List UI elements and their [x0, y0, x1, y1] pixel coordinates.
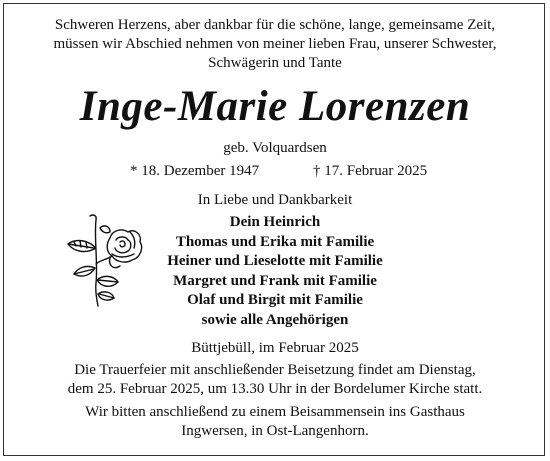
- deceased-name: Inge-Marie Lorenzen: [79, 83, 471, 130]
- birth-name: geb. Volquardsen: [223, 140, 327, 156]
- gathering-line: Ingwersen, in Ost-Langenhorn.: [181, 423, 369, 439]
- birth-date: * 18. Dezember 1947: [130, 163, 260, 179]
- intro-line: Schweren Herzens, aber dankbar für die schöne, lange, gemeinsame Zeit,: [54, 17, 496, 33]
- service-line: Die Trauerfeier mit anschließender Beisetzung findet am Dienstag,: [74, 362, 476, 378]
- family-member: Dein Heinrich: [229, 214, 321, 230]
- family-member: Margret und Frank mit Familie: [173, 272, 377, 289]
- service-info: [0, 361, 550, 399]
- family-list: [0, 213, 550, 331]
- intro-line: Schwägerin und Tante: [208, 55, 342, 71]
- service-line: dem 25. Februar 2025, um 13.30 Uhr in der Bordelumer Kirche statt.: [67, 381, 483, 397]
- gathering-line: Wir bitten anschließend zu einem Beisammensein ins Gasthaus: [85, 404, 465, 420]
- intro-text: [0, 16, 550, 73]
- gathering-info: [0, 403, 550, 441]
- family-member: sowie alle Angehörigen: [201, 311, 349, 328]
- place-date: Büttjebüll, im Februar 2025: [191, 340, 359, 356]
- family-member: Thomas und Erika mit Familie: [175, 233, 375, 250]
- death-date: † 17. Februar 2025: [313, 163, 428, 179]
- family-member: Heiner und Lieselotte mit Familie: [167, 253, 383, 270]
- family-member: Olaf und Birgit mit Familie: [187, 292, 363, 309]
- intro-line: müssen wir Abschied nehmen von meiner lieben Frau, unserer Schwester,: [53, 36, 497, 52]
- love-line: In Liebe und Dankbarkeit: [197, 192, 353, 208]
